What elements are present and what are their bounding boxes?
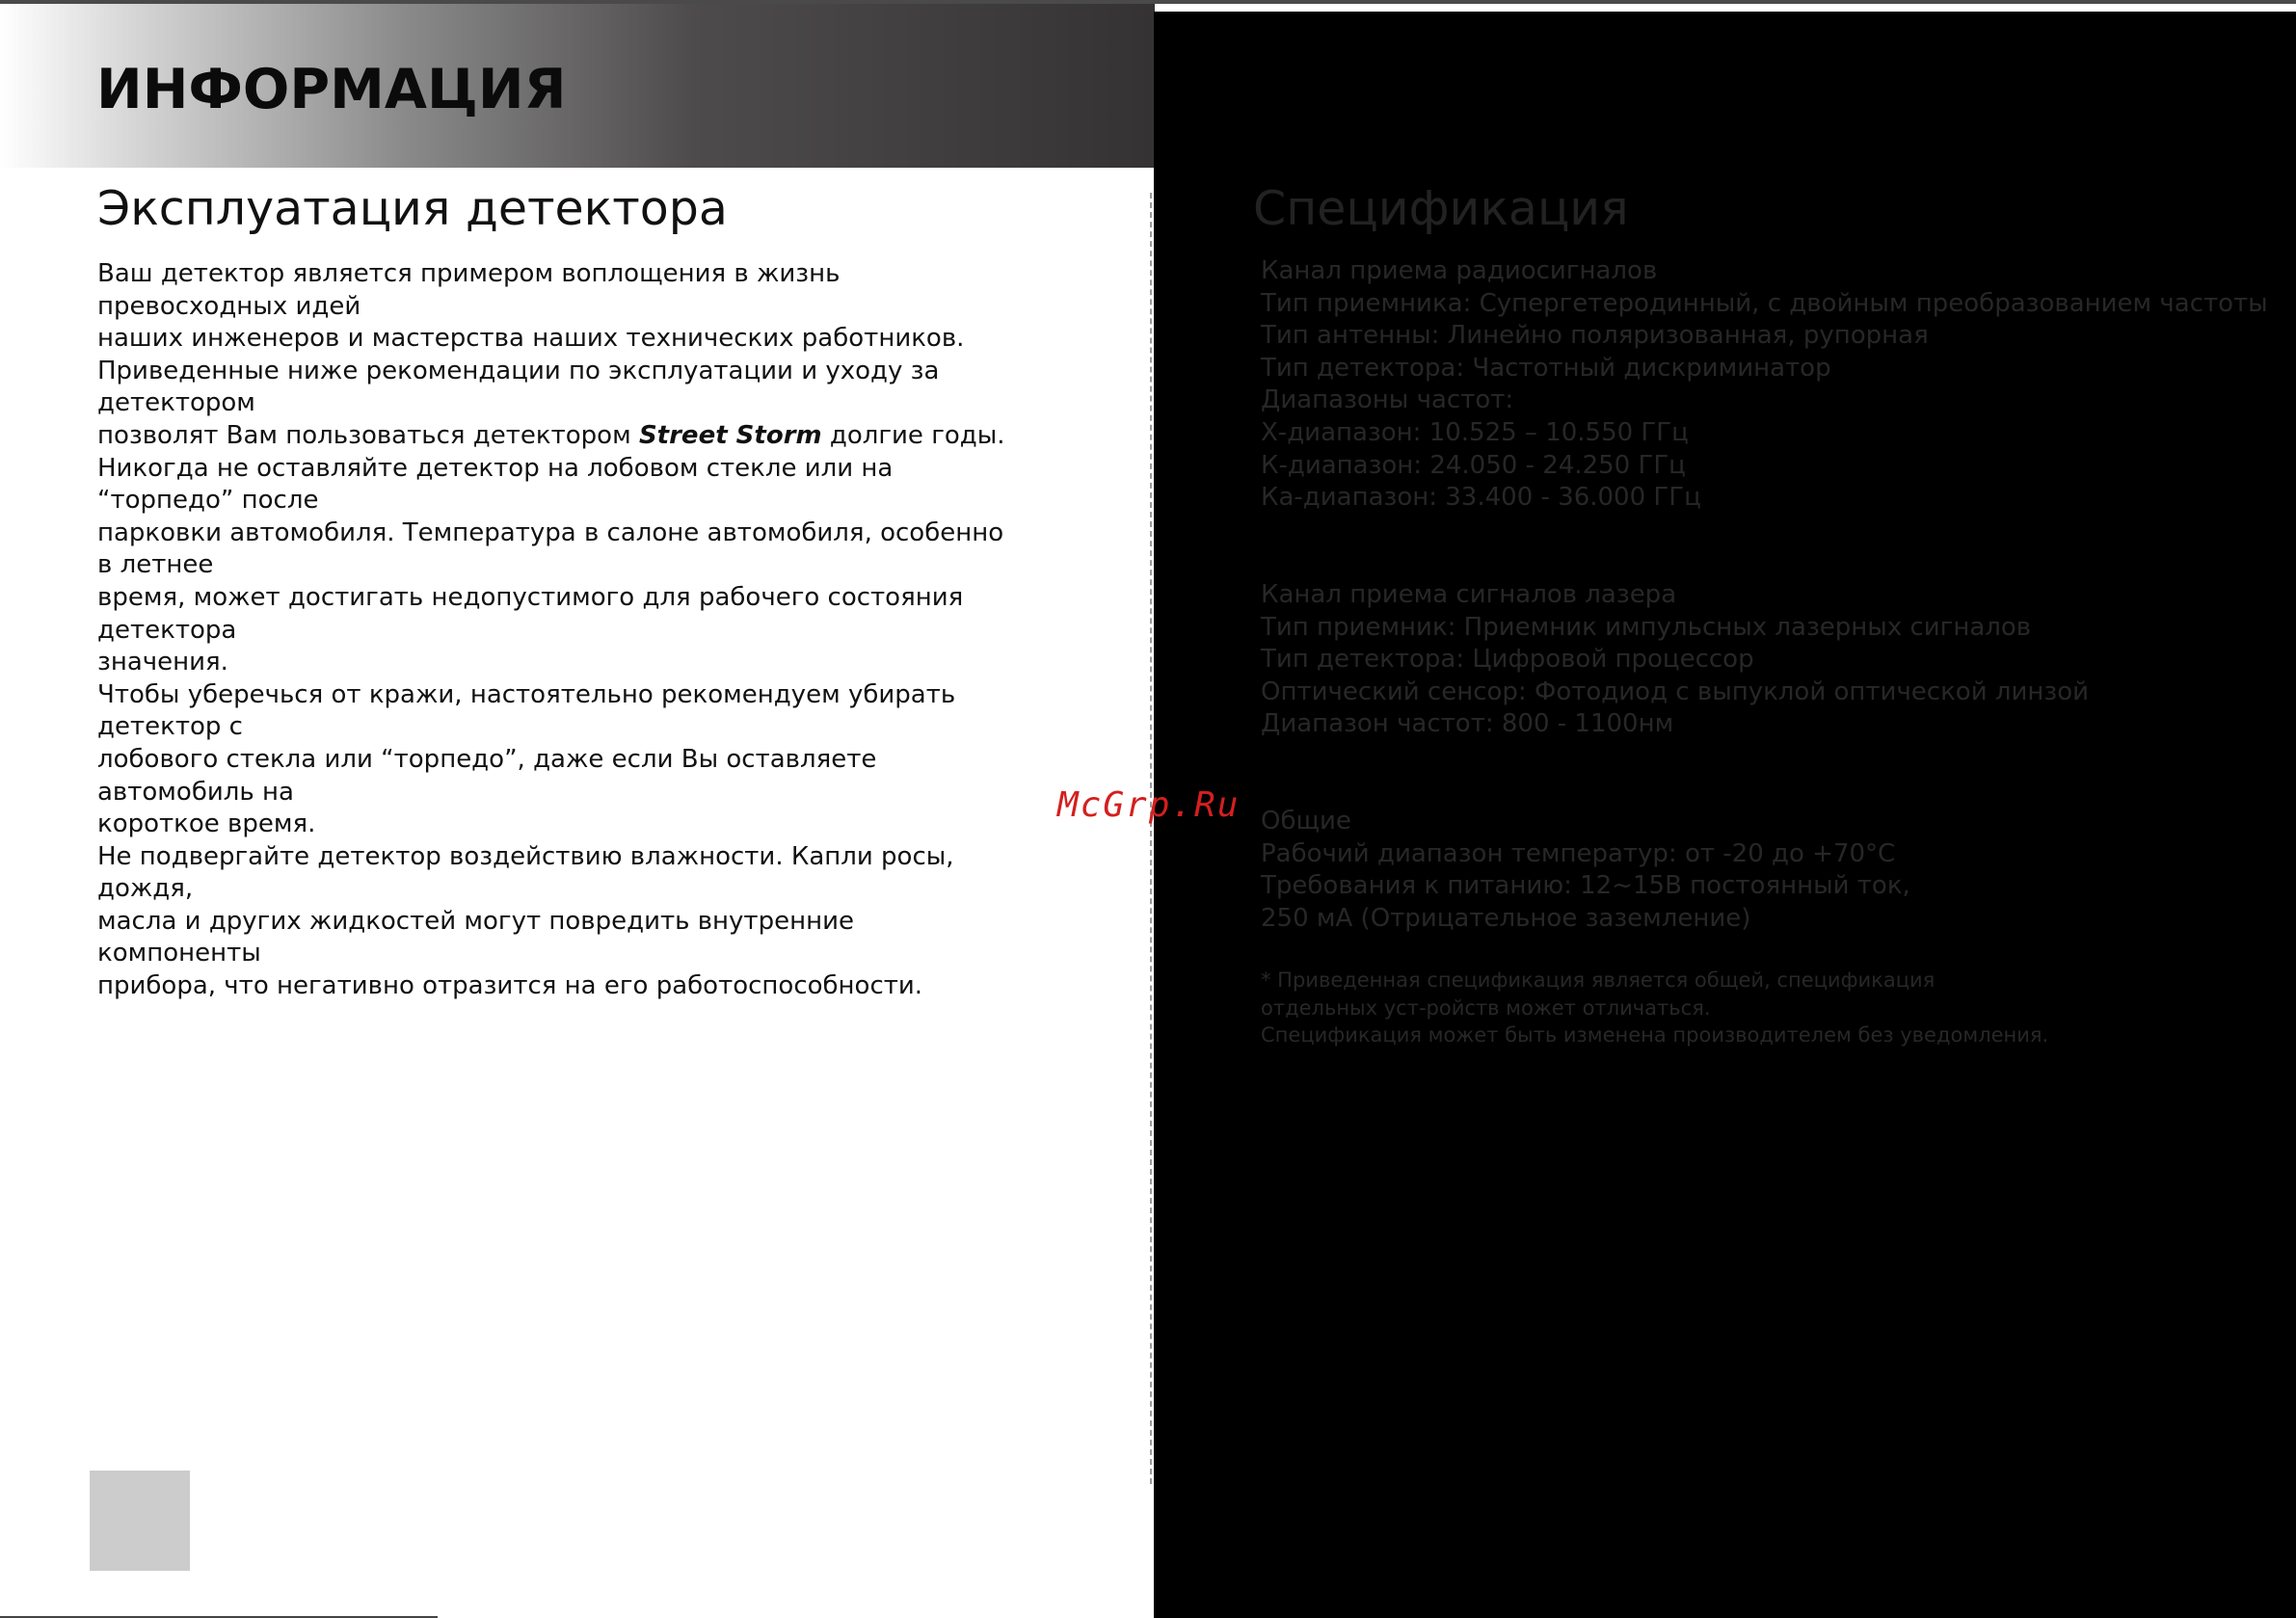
spec-heading: Спецификация xyxy=(1253,181,1629,236)
spec-line: Диапазоны частот: xyxy=(1261,385,1514,415)
text-line: короткое время. xyxy=(97,809,316,839)
note-line: * Приведенная спецификация является общей, спецификация xyxy=(1261,968,1936,992)
text-line: прибора, что негативно отразится на его работоспособности. xyxy=(97,971,923,1001)
spec-line: Рабочий диапазон температур: от -20 до +70°C xyxy=(1261,838,1896,868)
spec-radio-block xyxy=(1261,255,2268,515)
spec-line: Канал приема радиосигналов xyxy=(1261,256,1658,285)
text-line: наших инженеров и мастерства наших технических работников. xyxy=(97,324,965,354)
spec-line: Тип детектора: Частотный дискриминатор xyxy=(1261,353,1831,383)
spec-line: Х-диапазон: 10.525 – 10.550 ГГц xyxy=(1261,417,1689,447)
spec-line: К-диапазон: 24.050 - 24.250 ГГц xyxy=(1261,450,1686,480)
text-line: значения. xyxy=(97,648,228,677)
section-title: ИНФОРМАЦИЯ xyxy=(96,58,567,121)
spec-general-block xyxy=(1261,806,1910,935)
note-line: отдельных уст-ройств может отличаться. xyxy=(1261,995,1711,1020)
text-line: Не подвергайте детектор воздействию влажности. Капли росы, дождя, xyxy=(97,841,954,904)
text-line: Никогда не оставляйте детектор на лобовом стекле или на “торпедо” после xyxy=(97,453,894,516)
text-line: лобового стекла или “торпедо”, даже если Вы оставляете автомобиль на xyxy=(97,744,877,807)
spec-line: Общие xyxy=(1261,807,1351,836)
text-line: Ваш детектор является примером воплощения в жизнь превосходных идей xyxy=(97,259,841,321)
spec-footnote xyxy=(1261,967,2048,1049)
text-fragment: долгие годы. xyxy=(821,420,1005,450)
fold-divider xyxy=(1150,193,1152,1484)
note-line: Спецификация может быть изменена производителем без уведомления. xyxy=(1261,1023,2049,1047)
brand-name: Street Storm xyxy=(638,420,822,450)
spec-line: Канал приема сигналов лазера xyxy=(1261,580,1677,609)
watermark: McGrp.Ru xyxy=(1057,785,1241,825)
text-line: время, может достигать недопустимого для рабочего состояния детектора xyxy=(97,582,964,645)
spec-line: Тип приемника: Супергетеродинный, с двойным преобразованием частоты xyxy=(1261,288,2268,318)
operation-text xyxy=(97,258,1023,1003)
spec-line: Оптический сенсор: Фотодиод с выпуклой оптической линзой xyxy=(1261,676,2090,706)
text-fragment: позволят Вам пользоваться детектором xyxy=(97,420,639,450)
spec-line: Тип детектора: Цифровой процессор xyxy=(1261,645,1754,675)
spec-line: Ка-диапазон: 33.400 - 36.000 ГГц xyxy=(1261,483,1701,513)
text-line: масла и других жидкостей могут повредить внутренние компоненты xyxy=(97,906,854,968)
operation-heading: Эксплуатация детектора xyxy=(97,181,728,236)
spec-line: Диапазон частот: 800 - 1100нм xyxy=(1261,709,1674,739)
brand-line xyxy=(97,420,1023,453)
page-number-box xyxy=(90,1471,190,1571)
text-line: Приведенные ниже рекомендации по эксплуатации и уходу за детектором xyxy=(97,356,940,418)
text-line: парковки автомобиля. Температура в салоне автомобиля, особенно в летнее xyxy=(97,517,1004,580)
spec-line: Тип приемник: Приемник импульсных лазерных сигналов xyxy=(1261,612,2032,642)
spec-line: Требования к питанию: 12~15В постоянный ток, xyxy=(1261,871,1910,901)
spec-line: 250 мА (Отрицательное заземление) xyxy=(1261,903,1751,933)
spec-laser-block xyxy=(1261,579,2089,741)
spec-line: Тип антенны: Линейно поляризованная, рупорная xyxy=(1261,321,1929,351)
text-line: Чтобы уберечься от кражи, настоятельно рекомендуем убирать детектор с xyxy=(97,679,956,742)
